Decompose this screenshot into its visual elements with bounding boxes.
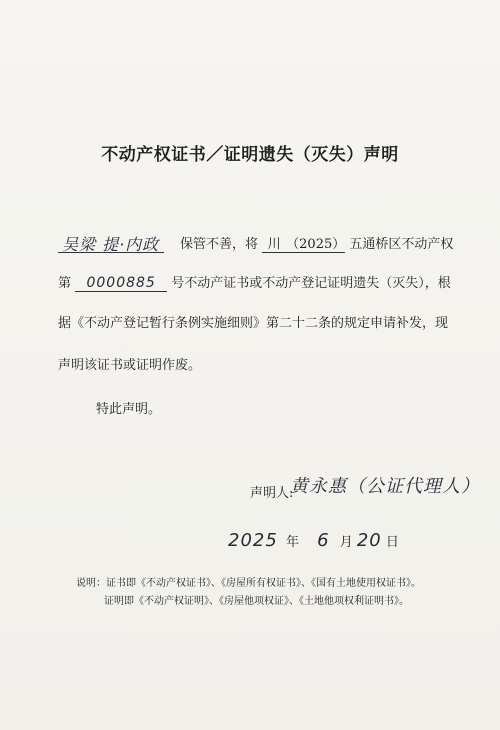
text-keep-careless: 保管不善，将 [180,237,259,252]
cert-number-field: 0000885 [75,275,167,292]
page-title: 不动产权证书／证明遗失（灭失）声明 [101,145,399,165]
declarant-label: 声明人: [250,486,294,501]
line-2-text [58,272,451,292]
region-field: 川 [262,233,286,253]
date-day: 20 [356,530,382,551]
date-year-label: 年 [285,535,299,550]
note-line-1: 说明：证书即《不动产权证书》、《房屋所有权证书》、《国有土地使用权证书》。 [76,578,421,589]
owner-name-handwritten: 吴梁 提·内政 [62,235,160,254]
line-3-text: 据《不动产登记暂行条例实施细则》第二十二条的规定申请补发，现 [58,316,449,331]
date-day-label: 日 [385,535,399,550]
line-2-body: 号不动产证书或不动产登记证明遗失（灭失），根 [171,276,451,291]
cert-district-text: 五通桥区不动产权 [349,237,454,252]
declarant-signature: 黄永惠（公证代理人） [290,476,480,497]
year-field: （2025） [286,233,345,253]
closing-text: 特此声明。 [96,402,162,417]
date-month: 6 [317,530,330,551]
date-month-label: 月 [339,535,353,550]
date-line [228,530,399,551]
note-line-2: 证明即《不动产权证明》、《房屋他项权证》、《土地他项权利证明书》。 [104,596,409,607]
line-1-text [180,233,453,253]
line-4-text: 声明该证书或证明作废。 [58,358,202,373]
cert-no-prefix: 第 [58,276,72,291]
date-year: 2025 [228,530,278,551]
